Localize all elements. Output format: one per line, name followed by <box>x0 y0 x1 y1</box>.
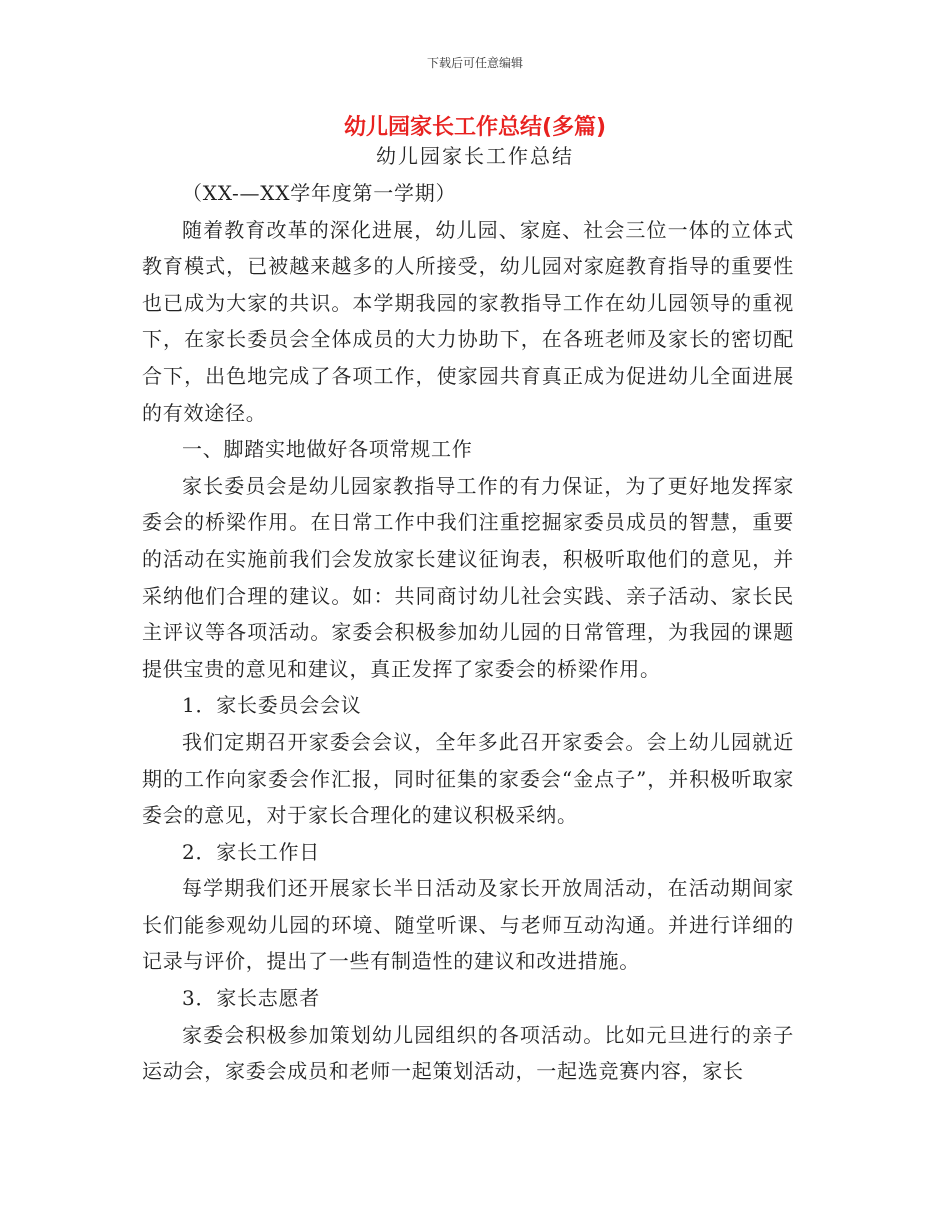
subsection-heading-1: 1．家长委员会会议 <box>182 693 362 718</box>
body-paragraph: 我们定期召开家委会会议，全年多此召开家委会。会上幼儿园就近期的工作向家委会作汇报，同时征集的家委会“金点子”，并积极听取家委会的意见，对于家长合理化的建议积极采纳。 <box>142 729 794 828</box>
intro-paragraph: 随着教育改革的深化进展，幼儿园、家庭、社会三位一体的立体式教育模式，已被越来越多的人所接受，幼儿园对家庭教育指导的重要性也已成为大家的共识。本学期我园的家教指导工作在幼儿园领导的重视下，在家长委员会全体成员的大力协助下，在各班老师及家长的密切配合下，出色地完成了各项工作，使家园共育真正成为促进幼儿全面进展的有效途径。 <box>142 217 794 425</box>
document-subtitle: 幼儿园家长工作总结 <box>376 144 574 168</box>
document-body <box>142 175 794 1090</box>
subsection-heading-2: 2．家长工作日 <box>182 839 320 864</box>
document-title: 幼儿园家长工作总结(多篇) <box>343 115 607 140</box>
body-paragraph: 家委会积极参加策划幼儿园组织的各项活动。比如元旦进行的亲子运动会，家委会成员和老师一起策划活动，一起选竞赛内容，家长 <box>142 1022 794 1084</box>
semester-line: （XX-—XX学年度第一学期） <box>182 181 457 205</box>
subsection-heading-3: 3．家长志愿者 <box>182 986 320 1011</box>
page-header-note: 下载后可任意编辑 <box>426 56 523 70</box>
section-heading-1: 一、脚踏实地做好各项常规工作 <box>182 437 473 462</box>
body-paragraph: 每学期我们还开展家长半日活动及家长开放周活动，在活动期间家长们能参观幼儿园的环境、随堂听课、与老师互动沟通。并进行详细的记录与评价，提出了一些有制造性的建议和改进措施。 <box>142 876 794 974</box>
body-paragraph: 家长委员会是幼儿园家教指导工作的有力保证，为了更好地发挥家委会的桥梁作用。在日常工作中我们注重挖掘家委员成员的智慧，重要的活动在实施前我们会发放家长建议征询表，积极听取他们的意见，并采纳他们合理的建议。如：共同商讨幼儿社会实践、亲子活动、家长民主评议等各项活动。家委会积极参加幼儿园的日常管理，为我园的课题提供宝贵的意见和建议，真正发挥了家委会的桥梁作用。 <box>142 473 794 681</box>
